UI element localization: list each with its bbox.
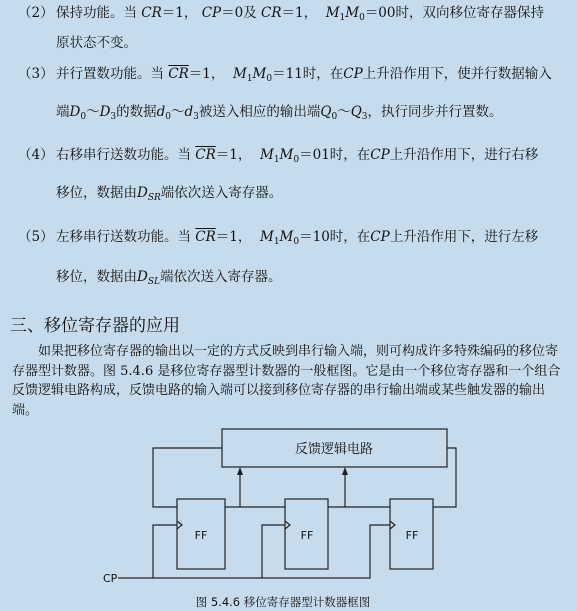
item-2-continuation: 原状态不变。 xyxy=(56,35,137,51)
sub: 0 xyxy=(80,112,87,122)
sub: 0 xyxy=(359,13,365,23)
var-m: M xyxy=(232,66,247,82)
var-d: D xyxy=(69,104,81,120)
item-title: 并行置数功能。当 xyxy=(56,66,164,82)
sub: 1 xyxy=(246,74,253,84)
var-cr: CR xyxy=(141,5,162,21)
item-number: （2） xyxy=(18,5,54,21)
sub: 0 xyxy=(266,74,273,84)
item-3-continuation xyxy=(56,103,503,121)
paragraph-text: 如果把移位寄存器的输出以一定的方式反映到串行输入端，则可构成许多特殊编码的移位寄存器型计数器。图 5.4.6 是移位寄存器型计数器的一般框图。它是由一个移位寄存器和一个组合反馈逻辑电路构成，反馈电路的输入端可以接到移位寄存器的串行输出端或某些触发器的输出端。 xyxy=(12,344,561,418)
sub: 1 xyxy=(273,237,280,247)
var-m: M xyxy=(325,5,340,21)
var-m: M xyxy=(259,147,274,163)
var-cr-bar: $\overline{CR}$ xyxy=(195,229,216,245)
text: 端依次送入寄存器。 xyxy=(160,185,283,201)
text: 上升沿作用下，使并行数据输入 xyxy=(362,66,552,82)
text: 被送入相应的输出端 xyxy=(198,104,321,120)
item-number: （4） xyxy=(18,147,54,163)
sub: 0 xyxy=(293,237,300,247)
item-title: 保持功能。当 xyxy=(56,5,137,21)
item-title: 右移串行送数功能。当 xyxy=(56,147,191,163)
text: ＝1， xyxy=(215,229,252,245)
text: ＝01时，在 xyxy=(299,147,371,163)
text: 端 xyxy=(56,104,70,120)
text: ，执行同步并行置数。 xyxy=(367,104,503,120)
var-cr: CR xyxy=(261,5,282,21)
var-dsr: D xyxy=(137,185,148,201)
item-number: （5） xyxy=(18,229,54,245)
var-m: M xyxy=(259,229,274,245)
text: 端依次送入寄存器。 xyxy=(159,269,282,285)
var-cp: CP xyxy=(370,147,390,163)
item-4 xyxy=(18,146,538,164)
ff-label: FF xyxy=(405,529,419,542)
var-d: D xyxy=(99,104,111,120)
text: 上升沿作用下，进行右移 xyxy=(389,147,539,163)
text: ～ xyxy=(337,104,351,120)
item-title: 左移串行送数功能。当 xyxy=(56,229,191,245)
item-3 xyxy=(18,65,552,83)
var-cp: CP xyxy=(343,66,363,82)
ff-label: FF xyxy=(194,529,208,542)
sub: 1 xyxy=(273,155,280,165)
text: ＝1， xyxy=(215,147,252,163)
text: ～ xyxy=(86,104,100,120)
var-cr-bar: $\overline{CR}$ xyxy=(195,147,216,163)
text: ＝0及 xyxy=(221,5,257,21)
var-d-lower: d xyxy=(184,104,194,120)
text: ＝10时，在 xyxy=(299,229,371,245)
cp-label: CP xyxy=(103,572,118,585)
var-d-lower: d xyxy=(156,104,166,120)
counter-block-diagram xyxy=(0,411,577,611)
var-cr-bar: $\overline{CR}$ xyxy=(168,66,189,82)
var-m: M xyxy=(252,66,267,82)
text: ～ xyxy=(171,104,185,120)
sub: 3 xyxy=(110,112,117,122)
text: 上升沿作用下，进行左移 xyxy=(389,229,539,245)
text: ＝1， xyxy=(161,5,198,21)
figure-caption: 图 5.4.6 移位寄存器型计数器框图 xyxy=(195,595,371,609)
text: ＝00时，双向移位寄存器保持 xyxy=(364,5,544,21)
sub: SR xyxy=(147,193,161,203)
var-q: Q xyxy=(320,104,332,120)
sub: 3 xyxy=(361,112,368,122)
text: 的数据 xyxy=(116,104,157,120)
feedback-logic-label: 反馈逻辑电路 xyxy=(294,442,374,457)
var-q: Q xyxy=(350,104,362,120)
sub: 0 xyxy=(293,155,300,165)
body-paragraph xyxy=(12,342,568,420)
text: ＝1， xyxy=(188,66,225,82)
var-m: M xyxy=(345,5,360,21)
var-dsl: D xyxy=(137,269,148,285)
sub: 3 xyxy=(193,112,199,122)
section-title: 三、移位寄存器的应用 xyxy=(10,316,180,336)
item-number: （3） xyxy=(18,66,54,82)
text: ＝11时，在 xyxy=(272,66,344,82)
text: ＝1， xyxy=(281,5,318,21)
text: 移位，数据由 xyxy=(56,269,137,285)
item-4-continuation xyxy=(56,184,282,202)
text: 移位，数据由 xyxy=(56,185,137,201)
sub: 0 xyxy=(331,112,338,122)
ff-label: FF xyxy=(300,529,314,542)
item-2 xyxy=(18,4,544,22)
var-m: M xyxy=(279,147,294,163)
sub: 0 xyxy=(165,112,172,122)
sub: 1 xyxy=(339,13,346,23)
item-5-continuation xyxy=(56,268,281,286)
var-m: M xyxy=(279,229,294,245)
sub: SL xyxy=(147,277,160,287)
var-cp: CP xyxy=(201,5,222,21)
item-5 xyxy=(18,228,538,246)
var-cp: CP xyxy=(370,229,390,245)
